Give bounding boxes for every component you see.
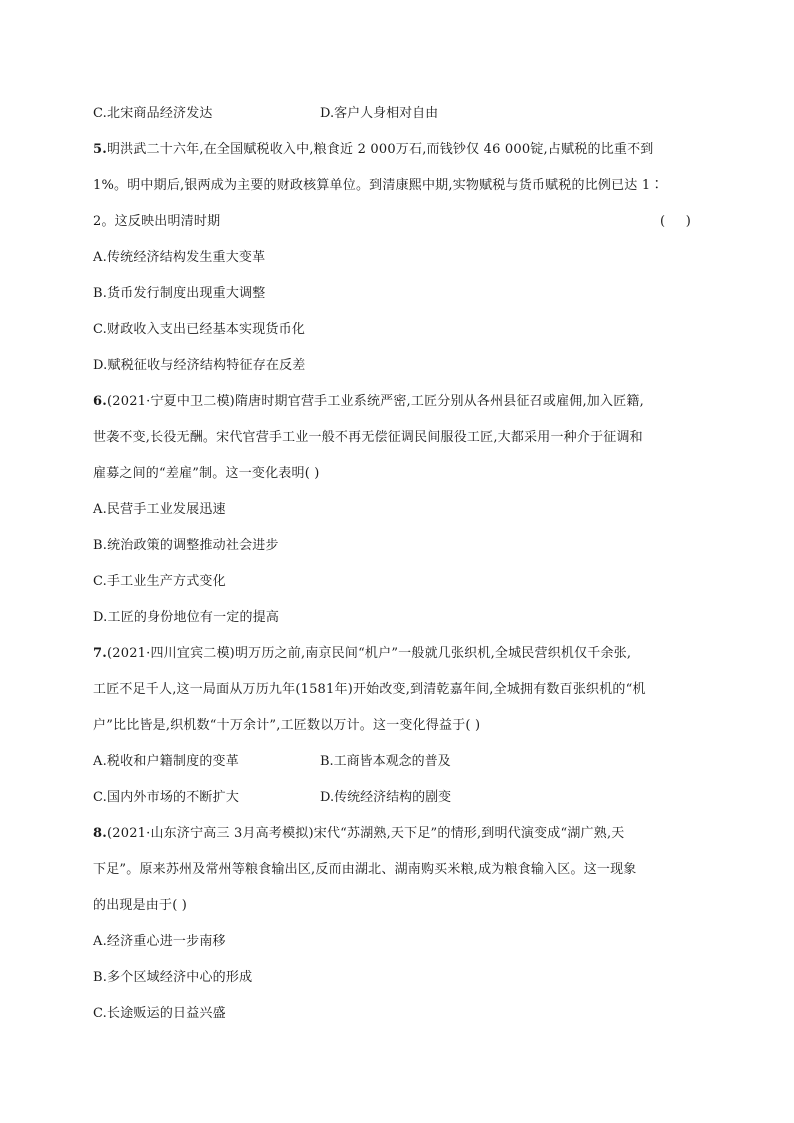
q8-number: 8. [93,826,107,841]
q5-stem-text-1: 明洪武二十六年,在全国赋税收入中,粮食近 2 000万石,而钱钞仅 46 000锭,占赋税的比重不到 [106,142,654,157]
q5-number: 5. [93,142,107,157]
q7-option-d: D.传统经济结构的剧变 [320,790,452,805]
q7-option-b: B.工商皆本观念的普及 [320,754,451,769]
q7-stem-line-1 [93,645,631,663]
q6-stem-text-1: (2021·宁夏中卫二模)隋唐时期官营手工业系统严密,工匠分别从各州县征召或雇佣,加入匠籍, [106,394,644,409]
q7-stem-line-3: 户”比比皆是,织机数“十万余计”,工匠数以万计。这一变化得益于( ) [93,718,481,733]
q6-stem-line-2: 世袭不变,长役无酬。宋代官营手工业一般不再无偿征调民间服役工匠,大都采用一种介于征调和 [93,430,643,445]
q5-stem-line-2: 1%。明中期后,银两成为主要的财政核算单位。到清康熙中期,实物赋税与货币赋税的比例已达 1∶ [93,178,664,193]
q8-option-b: B.多个区域经济中心的形成 [93,970,253,985]
q8-stem-line-2: 下足”。原来苏州及常州等粮食输出区,反而由湖北、湖南购买米粮,成为粮食输入区。这一现象 [93,862,637,877]
q6-option-a: A.民营手工业发展迅速 [93,502,226,517]
q6-number: 6. [93,394,107,409]
q8-stem-line-3: 的出现是由于( ) [93,898,188,913]
q5-stem-line-3: 2。这反映出明清时期 [93,214,221,229]
q5-option-c: C.财政收入支出已经基本实现货币化 [93,322,306,337]
q7-stem-text-1: (2021·四川宜宾二模)明万历之前,南京民间“机户”一般就几张织机,全城民营织机仅千余张, [106,646,632,661]
q4-option-c: C.北宋商品经济发达 [93,106,213,121]
q7-option-c: C.国内外市场的不断扩大 [93,790,240,805]
q6-option-b: B.统治政策的调整推动社会进步 [93,538,279,553]
q8-stem-text-1: (2021·山东济宁高三 3月高考模拟)宋代“苏湖熟,天下足”的情形,到明代演变成“湖广熟,天 [106,826,625,841]
q6-option-d: D.工匠的身份地位有一定的提高 [93,610,280,625]
q5-option-a: A.传统经济结构发生重大变革 [93,250,266,265]
q7-number: 7. [93,646,107,661]
q6-option-c: C.手工业生产方式变化 [93,574,226,589]
q5-stem-line-1 [93,141,653,159]
q7-stem-line-2: 工匠不足千人,这一局面从万历九年(1581年)开始改变,到清乾嘉年间,全城拥有数百张织机的“机 [93,682,646,697]
q8-stem-line-1 [93,825,624,843]
q6-stem-line-1 [93,393,644,411]
q8-option-a: A.经济重心进一步南移 [93,934,226,949]
q4-option-d: D.客户人身相对自由 [320,106,439,121]
q5-answer-paren: ( ) [660,214,691,229]
q8-option-c: C.长途贩运的日益兴盛 [93,1006,226,1021]
q5-option-b: B.货币发行制度出现重大调整 [93,286,266,301]
q6-stem-line-3: 雇募之间的“差雇”制。这一变化表明( ) [93,466,320,481]
q7-option-a: A.税收和户籍制度的变革 [93,754,239,769]
q5-option-d: D.赋税征收与经济结构特征存在反差 [93,358,306,373]
